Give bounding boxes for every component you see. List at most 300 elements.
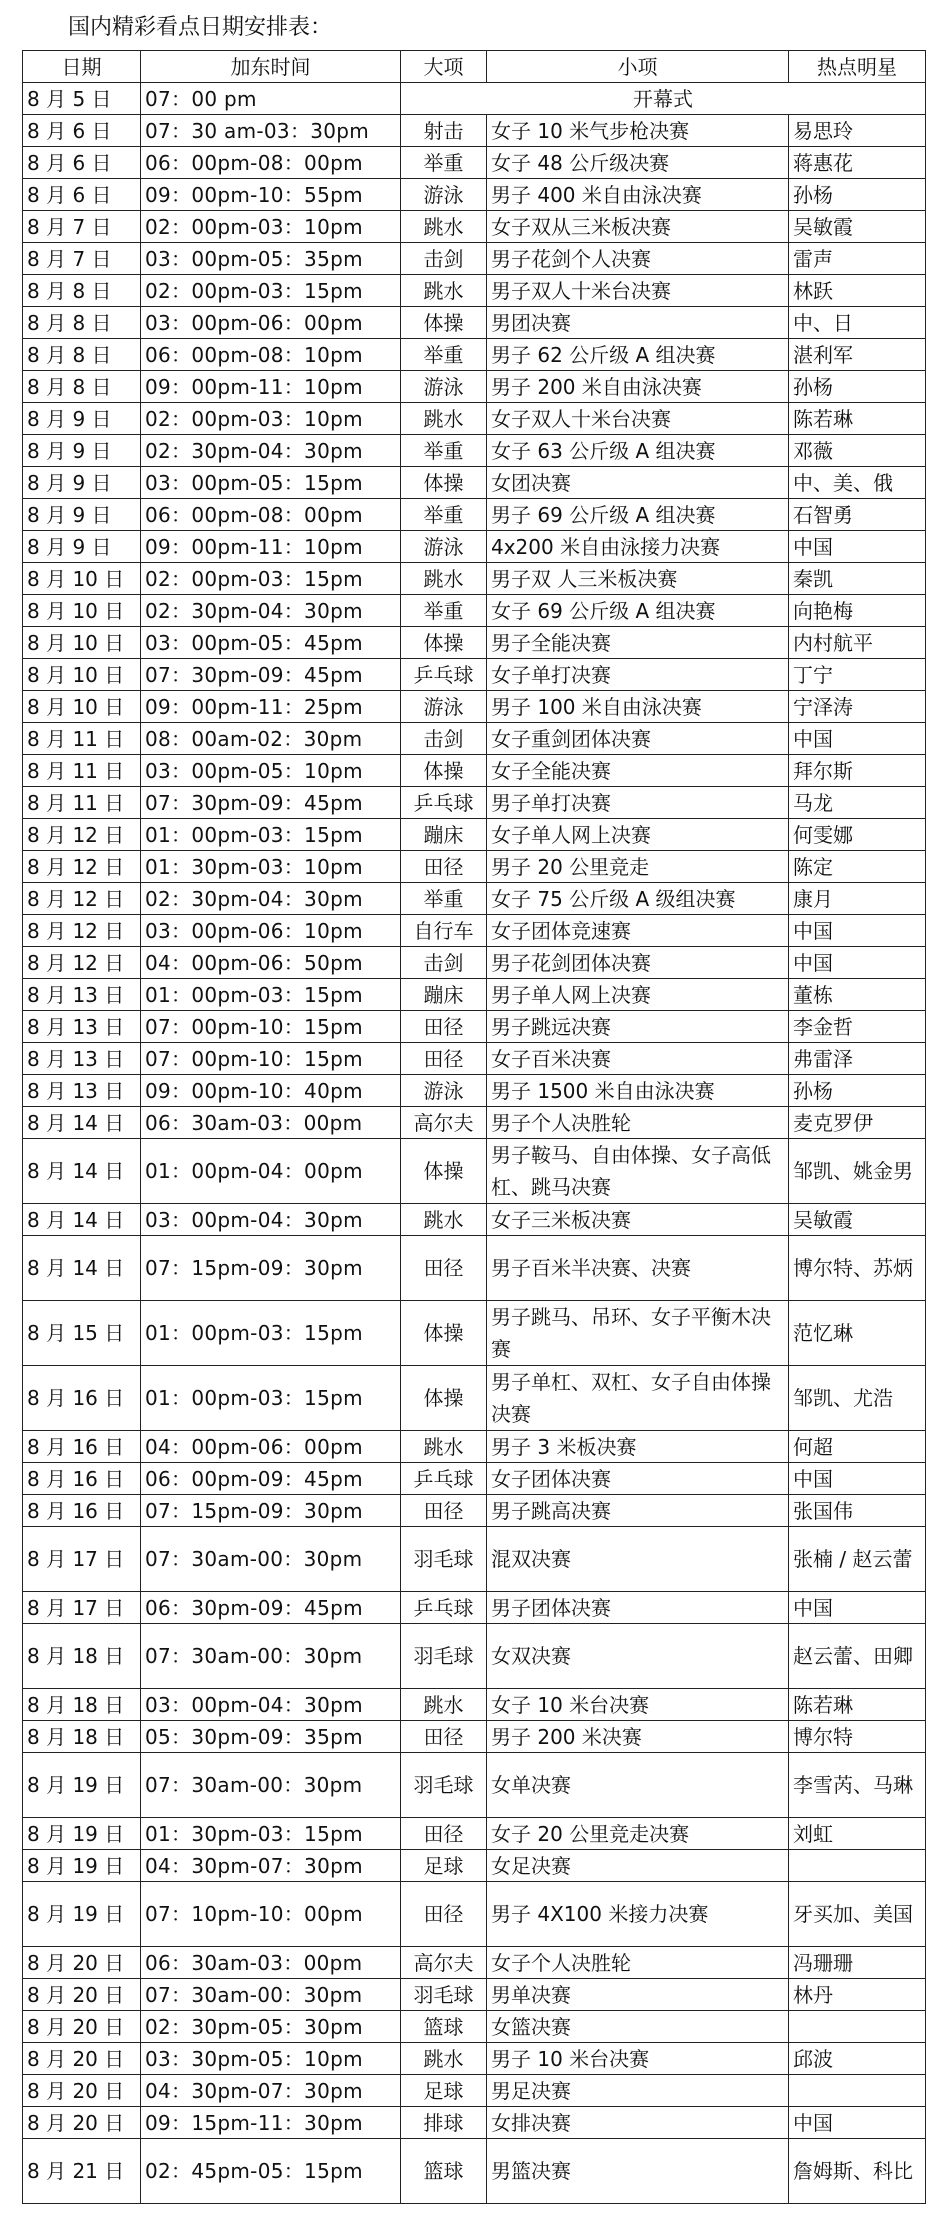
- cell-time: 02：00pm-03：10pm: [141, 403, 401, 435]
- table-row: [23, 787, 926, 819]
- opening-ceremony-row: [23, 83, 926, 115]
- cell-event: 女子单人网上决赛: [487, 819, 789, 851]
- cell-event: 男子单杠、双杠、女子自由体操决赛: [487, 1366, 789, 1431]
- cell-date: 8 月 8 日: [23, 371, 141, 403]
- cell-star: 邹凯、姚金男: [789, 1139, 926, 1204]
- cell-event: 男子百米半决赛、决赛: [487, 1236, 789, 1301]
- cell-category: 游泳: [401, 531, 487, 563]
- cell-date: 8 月 9 日: [23, 499, 141, 531]
- cell-time: 03：00pm-05：15pm: [141, 467, 401, 499]
- cell-star: 秦凯: [789, 563, 926, 595]
- table-row: [23, 595, 926, 627]
- cell-star: 弗雷泽: [789, 1043, 926, 1075]
- table-row: [23, 275, 926, 307]
- cell-category: 羽毛球: [401, 1979, 487, 2011]
- cell-category: 篮球: [401, 2011, 487, 2043]
- cell-time: 07：15pm-09：30pm: [141, 1495, 401, 1527]
- cell-time: 02：30pm-04：30pm: [141, 883, 401, 915]
- cell-category: 排球: [401, 2107, 487, 2139]
- cell-category: 击剑: [401, 243, 487, 275]
- cell-event: 男子 200 米自由泳决赛: [487, 371, 789, 403]
- table-row: [23, 307, 926, 339]
- cell-time: 09：00pm-10：55pm: [141, 179, 401, 211]
- cell-star: 雷声: [789, 243, 926, 275]
- cell-date: 8 月 21 日: [23, 2139, 141, 2204]
- cell-date: 8 月 8 日: [23, 307, 141, 339]
- cell-event: 女子 75 公斤级 A 级组决赛: [487, 883, 789, 915]
- table-row: [23, 147, 926, 179]
- schedule-table: [22, 50, 926, 2204]
- cell-star: 张楠 / 赵云蕾: [789, 1527, 926, 1592]
- cell-star: 董栋: [789, 979, 926, 1011]
- table-row: [23, 1979, 926, 2011]
- cell-event: 男子 62 公斤级 A 组决赛: [487, 339, 789, 371]
- cell-date: 8 月 14 日: [23, 1107, 141, 1139]
- table-row: [23, 1139, 926, 1204]
- cell-category: 体操: [401, 1366, 487, 1431]
- cell-category: 游泳: [401, 371, 487, 403]
- cell-time: 03：00pm-04：30pm: [141, 1204, 401, 1236]
- cell-event: 女排决赛: [487, 2107, 789, 2139]
- table-row: [23, 1301, 926, 1366]
- cell-date: 8 月 19 日: [23, 1882, 141, 1947]
- cell-time: 07：30pm-09：45pm: [141, 659, 401, 691]
- cell-category: 自行车: [401, 915, 487, 947]
- cell-event: 女子重剑团体决赛: [487, 723, 789, 755]
- cell-date: 8 月 20 日: [23, 1979, 141, 2011]
- cell-category: 跳水: [401, 1431, 487, 1463]
- table-row: [23, 979, 926, 1011]
- cell-category: 举重: [401, 883, 487, 915]
- cell-category: 跳水: [401, 275, 487, 307]
- cell-category: 跳水: [401, 403, 487, 435]
- cell-star: 中国: [789, 723, 926, 755]
- cell-category: 举重: [401, 499, 487, 531]
- cell-category: 乒乓球: [401, 659, 487, 691]
- cell-star: 中国: [789, 2107, 926, 2139]
- cell-date: 8 月 9 日: [23, 467, 141, 499]
- cell-category: 羽毛球: [401, 1624, 487, 1689]
- cell-date: 8 月 10 日: [23, 563, 141, 595]
- cell-star: 孙杨: [789, 179, 926, 211]
- table-row: [23, 179, 926, 211]
- cell-star: [789, 1850, 926, 1882]
- cell-date: 8 月 11 日: [23, 755, 141, 787]
- table-row: [23, 1107, 926, 1139]
- cell-date: 8 月 20 日: [23, 2043, 141, 2075]
- table-row: [23, 755, 926, 787]
- cell-category: 击剑: [401, 723, 487, 755]
- cell-time: 01：30pm-03：10pm: [141, 851, 401, 883]
- cell-event: 女子三米板决赛: [487, 1204, 789, 1236]
- cell-event: 男子 20 公里竞走: [487, 851, 789, 883]
- table-row: [23, 627, 926, 659]
- cell-date: 8 月 14 日: [23, 1204, 141, 1236]
- cell-date: 8 月 9 日: [23, 403, 141, 435]
- cell-event: 女子双人十米台决赛: [487, 403, 789, 435]
- cell-star: 湛利军: [789, 339, 926, 371]
- opening-date: 8 月 5 日: [23, 83, 141, 115]
- cell-time: 04：00pm-06：00pm: [141, 1431, 401, 1463]
- cell-category: 举重: [401, 595, 487, 627]
- cell-star: 向艳梅: [789, 595, 926, 627]
- table-row: [23, 1721, 926, 1753]
- cell-time: 07：30am-00：30pm: [141, 1753, 401, 1818]
- cell-date: 8 月 6 日: [23, 147, 141, 179]
- cell-star: 范忆琳: [789, 1301, 926, 1366]
- cell-time: 04：30pm-07：30pm: [141, 1850, 401, 1882]
- cell-date: 8 月 8 日: [23, 275, 141, 307]
- cell-star: 石智勇: [789, 499, 926, 531]
- cell-time: 07：00pm-10：15pm: [141, 1011, 401, 1043]
- cell-date: 8 月 20 日: [23, 2011, 141, 2043]
- cell-date: 8 月 20 日: [23, 2075, 141, 2107]
- cell-category: 田径: [401, 1043, 487, 1075]
- table-row: [23, 2011, 926, 2043]
- cell-star: 易思玲: [789, 115, 926, 147]
- table-row: [23, 115, 926, 147]
- cell-star: 孙杨: [789, 371, 926, 403]
- cell-date: 8 月 7 日: [23, 211, 141, 243]
- cell-date: 8 月 16 日: [23, 1431, 141, 1463]
- cell-event: 女足决赛: [487, 1850, 789, 1882]
- cell-star: 麦克罗伊: [789, 1107, 926, 1139]
- cell-star: 邓薇: [789, 435, 926, 467]
- cell-star: 陈定: [789, 851, 926, 883]
- cell-category: 高尔夫: [401, 1107, 487, 1139]
- table-row: [23, 243, 926, 275]
- cell-time: 01：00pm-03：15pm: [141, 819, 401, 851]
- table-row: [23, 1366, 926, 1431]
- table-row: [23, 1236, 926, 1301]
- cell-date: 8 月 13 日: [23, 1011, 141, 1043]
- cell-star: 邱波: [789, 2043, 926, 2075]
- cell-category: 游泳: [401, 179, 487, 211]
- header-event: 小项: [487, 51, 789, 83]
- cell-category: 跳水: [401, 563, 487, 595]
- cell-event: 女子百米决赛: [487, 1043, 789, 1075]
- table-row: [23, 339, 926, 371]
- cell-time: 07：30 am-03：30pm: [141, 115, 401, 147]
- table-header-row: [23, 51, 926, 83]
- table-row: [23, 1463, 926, 1495]
- cell-date: 8 月 19 日: [23, 1753, 141, 1818]
- cell-time: 08：00am-02：30pm: [141, 723, 401, 755]
- cell-star: 赵云蕾、田卿: [789, 1624, 926, 1689]
- cell-category: 篮球: [401, 2139, 487, 2204]
- cell-event: 男子 200 米决赛: [487, 1721, 789, 1753]
- table-row: [23, 1624, 926, 1689]
- cell-time: 07：30am-00：30pm: [141, 1624, 401, 1689]
- cell-star: 孙杨: [789, 1075, 926, 1107]
- cell-event: 男子 4X100 米接力决赛: [487, 1882, 789, 1947]
- cell-time: 05：30pm-09：35pm: [141, 1721, 401, 1753]
- cell-time: 03：00pm-05：10pm: [141, 755, 401, 787]
- cell-event: 男子跳远决赛: [487, 1011, 789, 1043]
- cell-time: 01：30pm-03：15pm: [141, 1818, 401, 1850]
- table-row: [23, 211, 926, 243]
- cell-date: 8 月 20 日: [23, 1947, 141, 1979]
- table-row: [23, 499, 926, 531]
- cell-time: 02：30pm-04：30pm: [141, 435, 401, 467]
- cell-star: 何超: [789, 1431, 926, 1463]
- table-row: [23, 851, 926, 883]
- cell-category: 乒乓球: [401, 1592, 487, 1624]
- cell-date: 8 月 12 日: [23, 947, 141, 979]
- cell-category: 田径: [401, 1011, 487, 1043]
- page-title: 国内精彩看点日期安排表：: [68, 15, 333, 40]
- cell-date: 8 月 17 日: [23, 1527, 141, 1592]
- table-row: [23, 2075, 926, 2107]
- cell-category: 羽毛球: [401, 1527, 487, 1592]
- cell-category: 田径: [401, 1495, 487, 1527]
- cell-date: 8 月 11 日: [23, 787, 141, 819]
- cell-time: 03：00pm-04：30pm: [141, 1689, 401, 1721]
- table-row: [23, 2139, 926, 2204]
- cell-event: 男团决赛: [487, 307, 789, 339]
- cell-date: 8 月 16 日: [23, 1366, 141, 1431]
- cell-time: 06：00pm-08：10pm: [141, 339, 401, 371]
- table-row: [23, 1204, 926, 1236]
- table-row: [23, 883, 926, 915]
- cell-star: 邹凯、尤浩: [789, 1366, 926, 1431]
- cell-category: 体操: [401, 467, 487, 499]
- cell-category: 跳水: [401, 2043, 487, 2075]
- cell-date: 8 月 6 日: [23, 179, 141, 211]
- cell-star: 林丹: [789, 1979, 926, 2011]
- cell-time: 09：00pm-10：40pm: [141, 1075, 401, 1107]
- table-row: [23, 2107, 926, 2139]
- cell-star: 刘虹: [789, 1818, 926, 1850]
- cell-event: 女子个人决胜轮: [487, 1947, 789, 1979]
- cell-time: 07：30am-00：30pm: [141, 1979, 401, 2011]
- cell-date: 8 月 6 日: [23, 115, 141, 147]
- cell-date: 8 月 13 日: [23, 1043, 141, 1075]
- cell-category: 体操: [401, 627, 487, 659]
- cell-date: 8 月 15 日: [23, 1301, 141, 1366]
- cell-date: 8 月 10 日: [23, 691, 141, 723]
- cell-event: 男子 3 米板决赛: [487, 1431, 789, 1463]
- cell-category: 游泳: [401, 691, 487, 723]
- cell-date: 8 月 14 日: [23, 1139, 141, 1204]
- cell-event: 男子单人网上决赛: [487, 979, 789, 1011]
- cell-date: 8 月 19 日: [23, 1850, 141, 1882]
- cell-event: 男子跳马、吊环、女子平衡木决赛: [487, 1301, 789, 1366]
- table-row: [23, 563, 926, 595]
- cell-date: 8 月 8 日: [23, 339, 141, 371]
- cell-star: 牙买加、美国: [789, 1882, 926, 1947]
- cell-event: 男子 100 米自由泳决赛: [487, 691, 789, 723]
- cell-star: 张国伟: [789, 1495, 926, 1527]
- cell-event: 女双决赛: [487, 1624, 789, 1689]
- cell-time: 02：45pm-05：15pm: [141, 2139, 401, 2204]
- cell-category: 体操: [401, 1301, 487, 1366]
- cell-category: 足球: [401, 1850, 487, 1882]
- cell-event: 女子全能决赛: [487, 755, 789, 787]
- cell-date: 8 月 20 日: [23, 2107, 141, 2139]
- cell-time: 03：00pm-06：10pm: [141, 915, 401, 947]
- cell-date: 8 月 17 日: [23, 1592, 141, 1624]
- cell-event: 4x200 米自由泳接力决赛: [487, 531, 789, 563]
- cell-star: [789, 2075, 926, 2107]
- table-row: [23, 1947, 926, 1979]
- cell-star: 陈若琳: [789, 403, 926, 435]
- cell-time: 03：00pm-06：00pm: [141, 307, 401, 339]
- cell-category: 体操: [401, 307, 487, 339]
- cell-category: 举重: [401, 147, 487, 179]
- cell-star: 冯珊珊: [789, 1947, 926, 1979]
- cell-date: 8 月 9 日: [23, 435, 141, 467]
- table-row: [23, 1011, 926, 1043]
- cell-event: 女子 63 公斤级 A 组决赛: [487, 435, 789, 467]
- cell-event: 女单决赛: [487, 1753, 789, 1818]
- table-row: [23, 435, 926, 467]
- cell-category: 游泳: [401, 1075, 487, 1107]
- table-row: [23, 723, 926, 755]
- cell-star: 博尔特、苏炳: [789, 1236, 926, 1301]
- cell-event: 男子 10 米台决赛: [487, 2043, 789, 2075]
- cell-event: 男子花剑个人决赛: [487, 243, 789, 275]
- cell-event: 男单决赛: [487, 1979, 789, 2011]
- table-row: [23, 531, 926, 563]
- cell-time: 07：00pm-10：15pm: [141, 1043, 401, 1075]
- table-row: [23, 1043, 926, 1075]
- cell-category: 乒乓球: [401, 787, 487, 819]
- cell-date: 8 月 7 日: [23, 243, 141, 275]
- cell-date: 8 月 18 日: [23, 1624, 141, 1689]
- opening-label: 开幕式: [401, 83, 926, 115]
- cell-time: 02：00pm-03：10pm: [141, 211, 401, 243]
- cell-star: 博尔特: [789, 1721, 926, 1753]
- cell-time: 07：10pm-10：00pm: [141, 1882, 401, 1947]
- cell-event: 女团决赛: [487, 467, 789, 499]
- cell-star: 拜尔斯: [789, 755, 926, 787]
- table-row: [23, 403, 926, 435]
- header-date: 日期: [23, 51, 141, 83]
- cell-time: 01：00pm-03：15pm: [141, 979, 401, 1011]
- table-row: [23, 1495, 926, 1527]
- opening-time: 07：00 pm: [141, 83, 401, 115]
- cell-star: [789, 2011, 926, 2043]
- cell-date: 8 月 10 日: [23, 595, 141, 627]
- cell-category: 击剑: [401, 947, 487, 979]
- cell-star: 中国: [789, 1463, 926, 1495]
- cell-time: 06：00pm-08：00pm: [141, 499, 401, 531]
- table-row: [23, 1850, 926, 1882]
- cell-event: 男子 69 公斤级 A 组决赛: [487, 499, 789, 531]
- cell-category: 跳水: [401, 211, 487, 243]
- cell-event: 男子双人十米台决赛: [487, 275, 789, 307]
- cell-category: 田径: [401, 1818, 487, 1850]
- cell-time: 06：00pm-09：45pm: [141, 1463, 401, 1495]
- cell-time: 02：30pm-05：30pm: [141, 2011, 401, 2043]
- cell-event: 女子 69 公斤级 A 组决赛: [487, 595, 789, 627]
- cell-event: 女子双从三米板决赛: [487, 211, 789, 243]
- cell-category: 举重: [401, 435, 487, 467]
- table-row: [23, 659, 926, 691]
- cell-event: 混双决赛: [487, 1527, 789, 1592]
- cell-category: 田径: [401, 851, 487, 883]
- cell-star: 詹姆斯、科比: [789, 2139, 926, 2204]
- cell-event: 男子跳高决赛: [487, 1495, 789, 1527]
- cell-star: 中、日: [789, 307, 926, 339]
- cell-category: 田径: [401, 1721, 487, 1753]
- cell-time: 01：00pm-03：15pm: [141, 1301, 401, 1366]
- cell-event: 女子团体竞速赛: [487, 915, 789, 947]
- cell-date: 8 月 18 日: [23, 1721, 141, 1753]
- cell-category: 跳水: [401, 1689, 487, 1721]
- cell-event: 男子双 人三米板决赛: [487, 563, 789, 595]
- table-row: [23, 371, 926, 403]
- cell-star: 马龙: [789, 787, 926, 819]
- cell-star: 宁泽涛: [789, 691, 926, 723]
- cell-time: 02：00pm-03：15pm: [141, 563, 401, 595]
- cell-star: 中国: [789, 947, 926, 979]
- table-row: [23, 1592, 926, 1624]
- cell-category: 跳水: [401, 1204, 487, 1236]
- cell-date: 8 月 18 日: [23, 1689, 141, 1721]
- cell-event: 男子团体决赛: [487, 1592, 789, 1624]
- cell-star: 蒋惠花: [789, 147, 926, 179]
- cell-event: 男子 1500 米自由泳决赛: [487, 1075, 789, 1107]
- cell-category: 田径: [401, 1236, 487, 1301]
- cell-time: 06：30am-03：00pm: [141, 1947, 401, 1979]
- schedule-body: [23, 83, 926, 2204]
- cell-category: 体操: [401, 1139, 487, 1204]
- cell-time: 09：00pm-11：10pm: [141, 531, 401, 563]
- cell-time: 04：30pm-07：30pm: [141, 2075, 401, 2107]
- cell-event: 男子鞍马、自由体操、女子高低杠、跳马决赛: [487, 1139, 789, 1204]
- cell-date: 8 月 11 日: [23, 723, 141, 755]
- cell-category: 射击: [401, 115, 487, 147]
- cell-time: 09：00pm-11：10pm: [141, 371, 401, 403]
- cell-event: 女子单打决赛: [487, 659, 789, 691]
- cell-category: 举重: [401, 339, 487, 371]
- cell-category: 乒乓球: [401, 1463, 487, 1495]
- table-row: [23, 1431, 926, 1463]
- cell-date: 8 月 16 日: [23, 1463, 141, 1495]
- cell-date: 8 月 14 日: [23, 1236, 141, 1301]
- cell-time: 07：30am-00：30pm: [141, 1527, 401, 1592]
- table-row: [23, 1818, 926, 1850]
- cell-date: 8 月 12 日: [23, 883, 141, 915]
- cell-star: 吴敏霞: [789, 1204, 926, 1236]
- cell-time: 07：15pm-09：30pm: [141, 1236, 401, 1301]
- cell-star: 康月: [789, 883, 926, 915]
- cell-event: 女子 48 公斤级决赛: [487, 147, 789, 179]
- table-row: [23, 1689, 926, 1721]
- cell-date: 8 月 19 日: [23, 1818, 141, 1850]
- cell-event: 男子全能决赛: [487, 627, 789, 659]
- table-row: [23, 691, 926, 723]
- cell-time: 02：00pm-03：15pm: [141, 275, 401, 307]
- cell-category: 蹦床: [401, 979, 487, 1011]
- cell-date: 8 月 12 日: [23, 851, 141, 883]
- cell-event: 男篮决赛: [487, 2139, 789, 2204]
- cell-category: 体操: [401, 755, 487, 787]
- cell-star: 李雪芮、马琳: [789, 1753, 926, 1818]
- cell-star: 丁宁: [789, 659, 926, 691]
- table-row: [23, 467, 926, 499]
- cell-time: 09：00pm-11：25pm: [141, 691, 401, 723]
- table-row: [23, 819, 926, 851]
- cell-event: 女子 10 米气步枪决赛: [487, 115, 789, 147]
- header-category: 大项: [401, 51, 487, 83]
- cell-star: 何雯娜: [789, 819, 926, 851]
- cell-time: 01：00pm-04：00pm: [141, 1139, 401, 1204]
- cell-star: 林跃: [789, 275, 926, 307]
- cell-category: 高尔夫: [401, 1947, 487, 1979]
